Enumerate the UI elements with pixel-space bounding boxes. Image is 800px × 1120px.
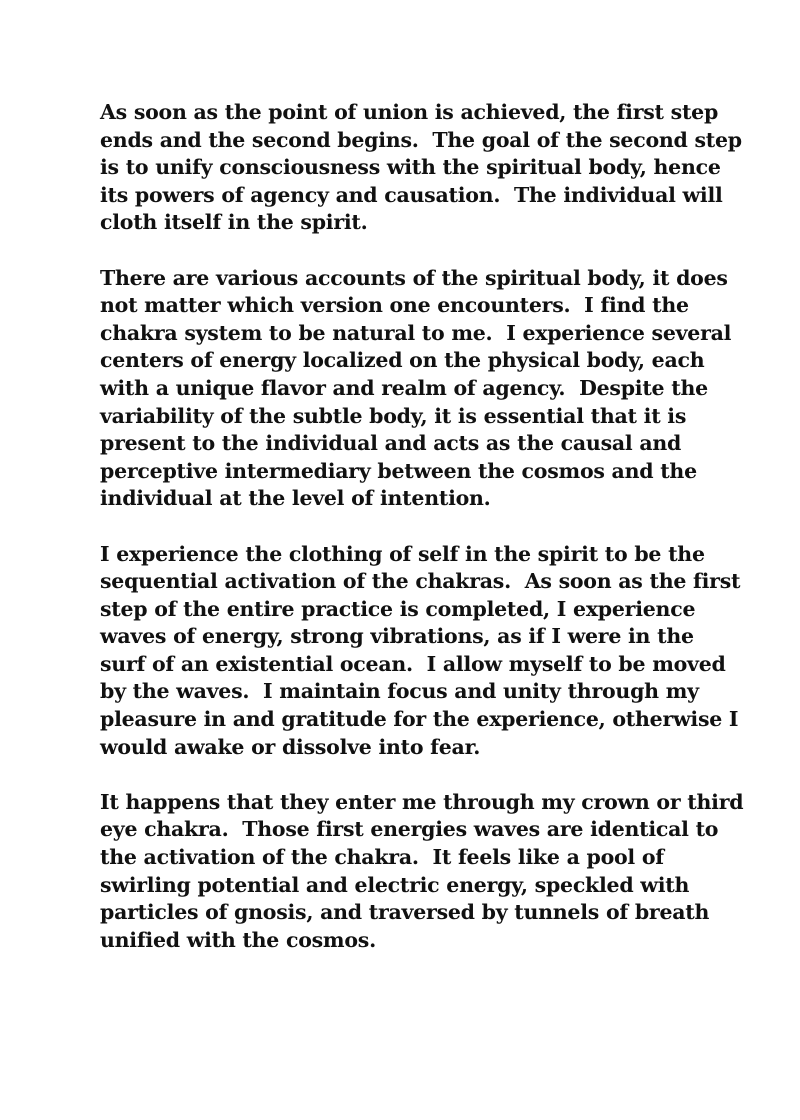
text-line: individual at the level of intention.	[100, 486, 491, 511]
paragraph-3	[100, 541, 741, 762]
paragraph-1	[100, 99, 742, 237]
text-line: with a unique flavor and realm of agency. Despite the	[100, 375, 708, 400]
paragraph-4	[100, 789, 744, 955]
text-line: chakra system to be natural to me. I experience several	[100, 320, 732, 345]
paragraph-2	[100, 265, 732, 513]
text-line: It happens that they enter me through my crown or third	[100, 789, 744, 814]
text-line: unified with the cosmos.	[100, 927, 376, 952]
text-line: by the waves. I maintain focus and unity through my	[100, 679, 699, 704]
text-line: variability of the subtle body, it is essential that it is	[100, 403, 687, 428]
text-line: centers of energy localized on the physical body, each	[100, 348, 705, 373]
text-line: perceptive intermediary between the cosmos and the	[100, 458, 697, 483]
text-line: particles of gnosis, and traversed by tunnels of breath	[100, 900, 710, 925]
text-line: eye chakra. Those first energies waves are identical to	[100, 817, 719, 842]
text-line: sequential activation of the chakras. As soon as the first	[100, 569, 741, 594]
text-line: is to unify consciousness with the spiritual body, hence	[100, 155, 721, 180]
text-line: There are various accounts of the spiritual body, it does	[100, 265, 728, 290]
text-line: As soon as the point of union is achieved, the first step	[100, 100, 719, 124]
text-line: I experience the clothing of self in the spirit to be the	[100, 541, 705, 566]
text-line: surf of an existential ocean. I allow myself to be moved	[100, 651, 726, 676]
document-body	[100, 99, 744, 982]
text-line: cloth itself in the spirit.	[100, 210, 368, 235]
text-line: waves of energy, strong vibrations, as if I were in the	[100, 624, 694, 649]
text-line: step of the entire practice is completed, I experience	[100, 596, 696, 621]
text-line: would awake or dissolve into fear.	[100, 734, 481, 759]
text-line: not matter which version one encounters. I find the	[100, 293, 689, 318]
text-line: swirling potential and electric energy, speckled with	[100, 872, 690, 897]
text-line: present to the individual and acts as the causal and	[100, 431, 682, 456]
text-line: its powers of agency and causation. The individual will	[100, 182, 723, 207]
text-line: the activation of the chakra. It feels like a pool of	[100, 845, 664, 870]
text-line: ends and the second begins. The goal of the second step	[100, 127, 742, 152]
text-line: pleasure in and gratitude for the experience, otherwise I	[100, 707, 739, 732]
